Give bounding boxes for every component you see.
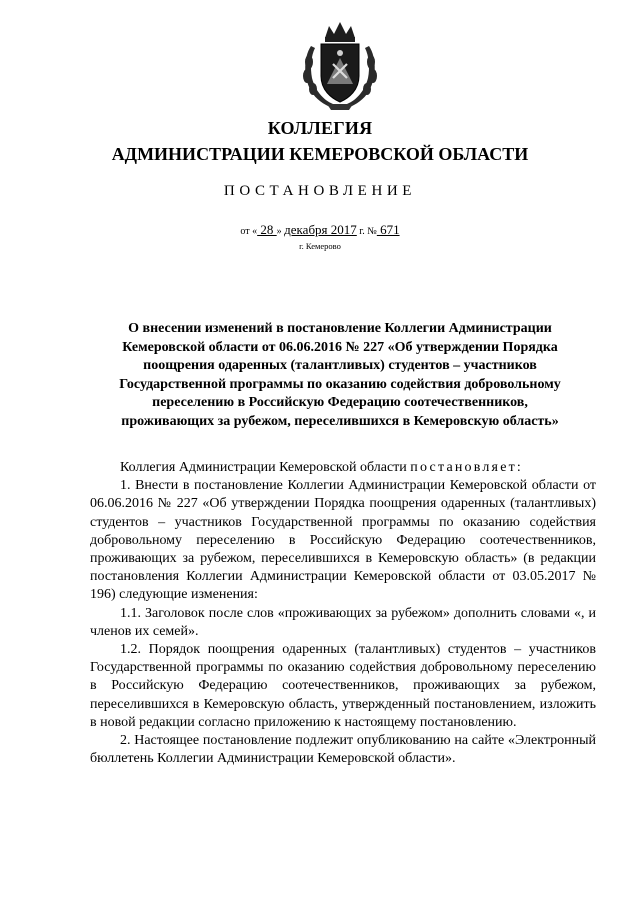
intro-paragraph — [90, 459, 596, 477]
paragraph-1-1: 1.1. Заголовок после слов «проживающих за рубежом» дополнить словами «, и членов их семей». — [90, 605, 596, 639]
title-line: проживающих за рубежом, переселившихся в Кемеровскую область» — [121, 413, 559, 429]
coat-of-arms-icon — [297, 18, 383, 114]
title-line: Кемеровской области от 06.06.2016 № 227 «Об утверждении Порядка — [122, 339, 558, 355]
paragraph-1-2: 1.2. Порядок поощрения одаренных (талантливых) студентов – участников Государственной программы по оказанию содействия добровольному переселению в Российскую Федерацию соотечественников, проживающих за рубежом, переселившихся в Кемеровскую область, утвержденный постановлением, изложить в новой редакции согласно приложению к настоящему постановлению. — [90, 642, 596, 730]
intro-decree-word: постановляет: — [410, 460, 524, 475]
document-body — [90, 459, 596, 768]
date-suffix: г. № — [356, 226, 377, 237]
document-date-number — [0, 222, 640, 240]
title-line: переселению в Российскую Федерацию соотечественников, — [152, 395, 528, 410]
intro-text: Коллегия Администрации Кемеровской области — [120, 460, 411, 475]
date-day: 28 — [257, 222, 277, 237]
org-name-line1: КОЛЛЕГИЯ — [267, 118, 373, 138]
document-number: 671 — [376, 222, 400, 237]
org-name-line2: АДМИНИСТРАЦИИ КЕМЕРОВСКОЙ ОБЛАСТИ — [111, 144, 529, 164]
date-mid: » — [276, 226, 285, 237]
title-line: Государственной программы по оказанию содействия добровольному — [119, 376, 561, 392]
title-line: О внесении изменений в постановление Коллегии Администрации — [128, 321, 552, 336]
document-type: ПОСТАНОВЛЕНИЕ — [223, 183, 417, 199]
date-prefix: от « — [240, 226, 258, 237]
city: г. Кемерово — [299, 241, 341, 251]
title-line: поощрения одаренных (талантливых) студентов – участников — [143, 358, 537, 373]
paragraph-1: 1. Внести в постановление Коллегии Администрации Кемеровской области от 06.06.2016 № 227 «Об утверждении Порядка поощрения одаренных (талантливых) студентов – участников Государственной программы по оказанию содействия добровольному переселению в Российскую Федерацию соотечественников, проживающих за рубежом, переселившихся в Кемеровскую область» (в редакции постановления Коллегии Администрации Кемеровской области от 03.05.2017 № 196) следующие изменения: — [90, 478, 596, 603]
document-title — [92, 320, 588, 431]
paragraph-2: 2. Настоящее постановление подлежит опубликованию на сайте «Электронный бюллетень Коллегии Администрации Кемеровской области». — [90, 733, 596, 767]
date-month-year: декабря 2017 — [284, 222, 357, 237]
